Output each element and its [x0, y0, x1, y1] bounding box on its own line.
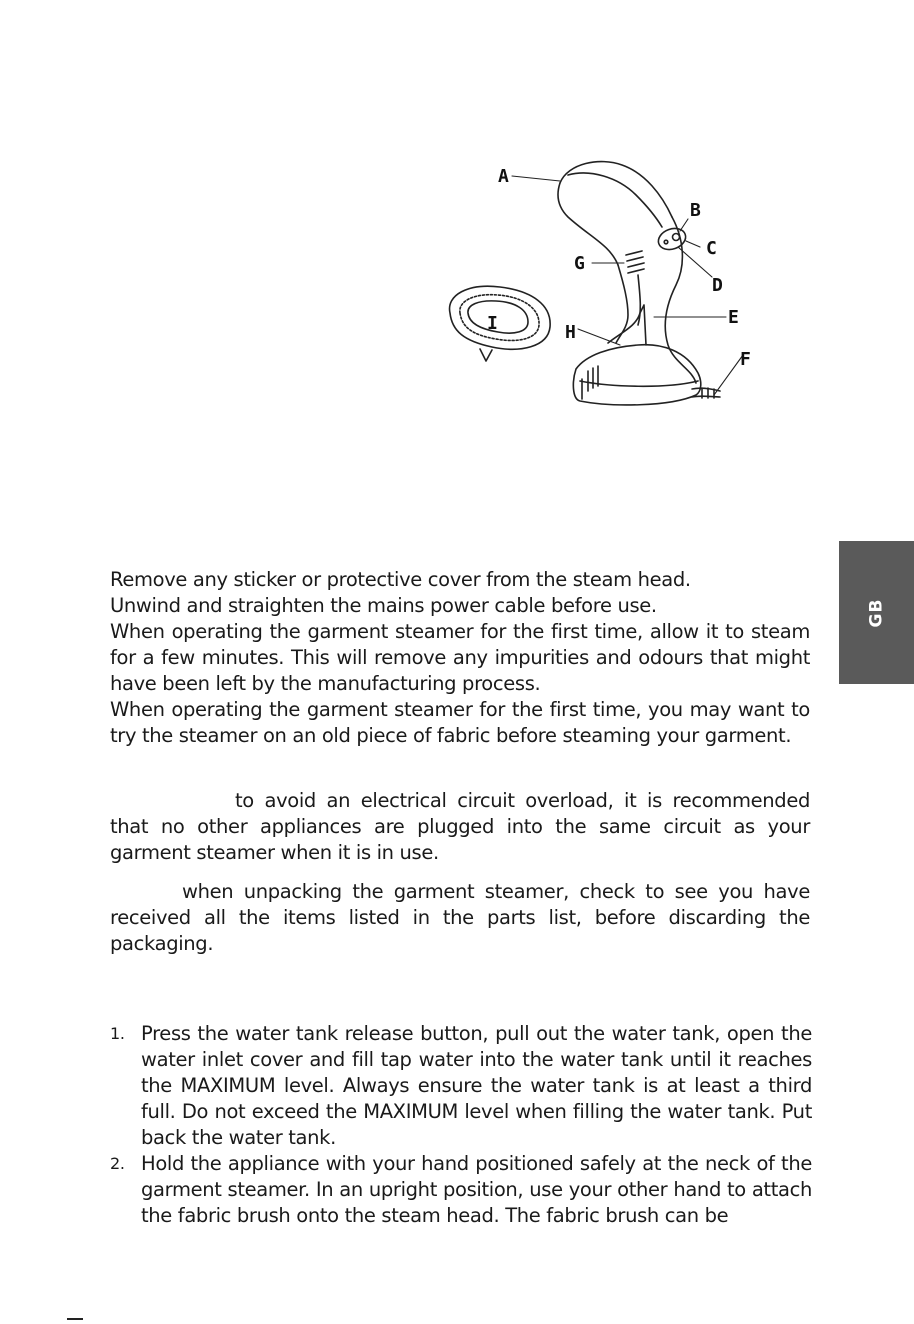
step-number: 1.: [110, 1024, 125, 1043]
intro-paragraph-2: Unwind and straighten the mains power cable before use.: [110, 594, 657, 617]
callout-f: F: [740, 349, 751, 370]
callout-leaders: [512, 176, 743, 395]
intro-paragraph-4: When operating the garment steamer for the first time, you may want to try the steamer on an old piece of fabric before steaming your garment.: [110, 698, 810, 747]
callout-i: I: [487, 313, 498, 334]
fabric-brush-illustration: [450, 286, 551, 361]
callout-a: A: [498, 166, 509, 187]
instruction-steps: [110, 1021, 812, 1229]
page-marker: [67, 1318, 83, 1320]
step-item: [110, 1151, 812, 1229]
steamer-diagram: [440, 155, 770, 415]
note-paragraph-2: when unpacking the garment steamer, check to see you have received all the items listed in the parts list, before discarding the packaging.: [110, 880, 810, 955]
steamer-illustration: [440, 155, 770, 415]
step-item: [110, 1021, 812, 1151]
note-paragraph-1: to avoid an electrical circuit overload, it is recommended that no other appliances are plugged into the same circuit as your garment steamer when it is in use.: [110, 789, 810, 864]
language-tab: [839, 541, 914, 684]
intro-paragraph-1: Remove any sticker or protective cover from the steam head.: [110, 568, 691, 591]
callout-c: C: [706, 238, 717, 259]
step-text: Press the water tank release button, pull out the water tank, open the water inlet cover and fill tap water into the water tank until it reaches the MAXIMUM level. Always ensure the water tank is at least a third full. Do not exceed the MAXIMUM level when filling the water tank. Put back the water tank.: [141, 1022, 812, 1149]
callout-b: B: [690, 200, 701, 221]
language-tab-label: GB: [866, 598, 887, 627]
step-text: Hold the appliance with your hand positioned safely at the neck of the garment steamer. In an upright position, use your other hand to attach the fabric brush onto the steam head. The fabric brush can be: [141, 1152, 812, 1227]
callout-g: G: [574, 253, 585, 274]
intro-paragraph-3: When operating the garment steamer for the first time, allow it to steam for a few minutes. This will remove any impurities and odours that might have been left by the manufacturing process.: [110, 620, 810, 695]
callout-e: E: [728, 307, 739, 328]
step-number: 2.: [110, 1154, 125, 1173]
steamer-body-illustration: [558, 162, 720, 405]
callout-d: D: [712, 275, 723, 296]
callout-h: H: [565, 322, 576, 343]
